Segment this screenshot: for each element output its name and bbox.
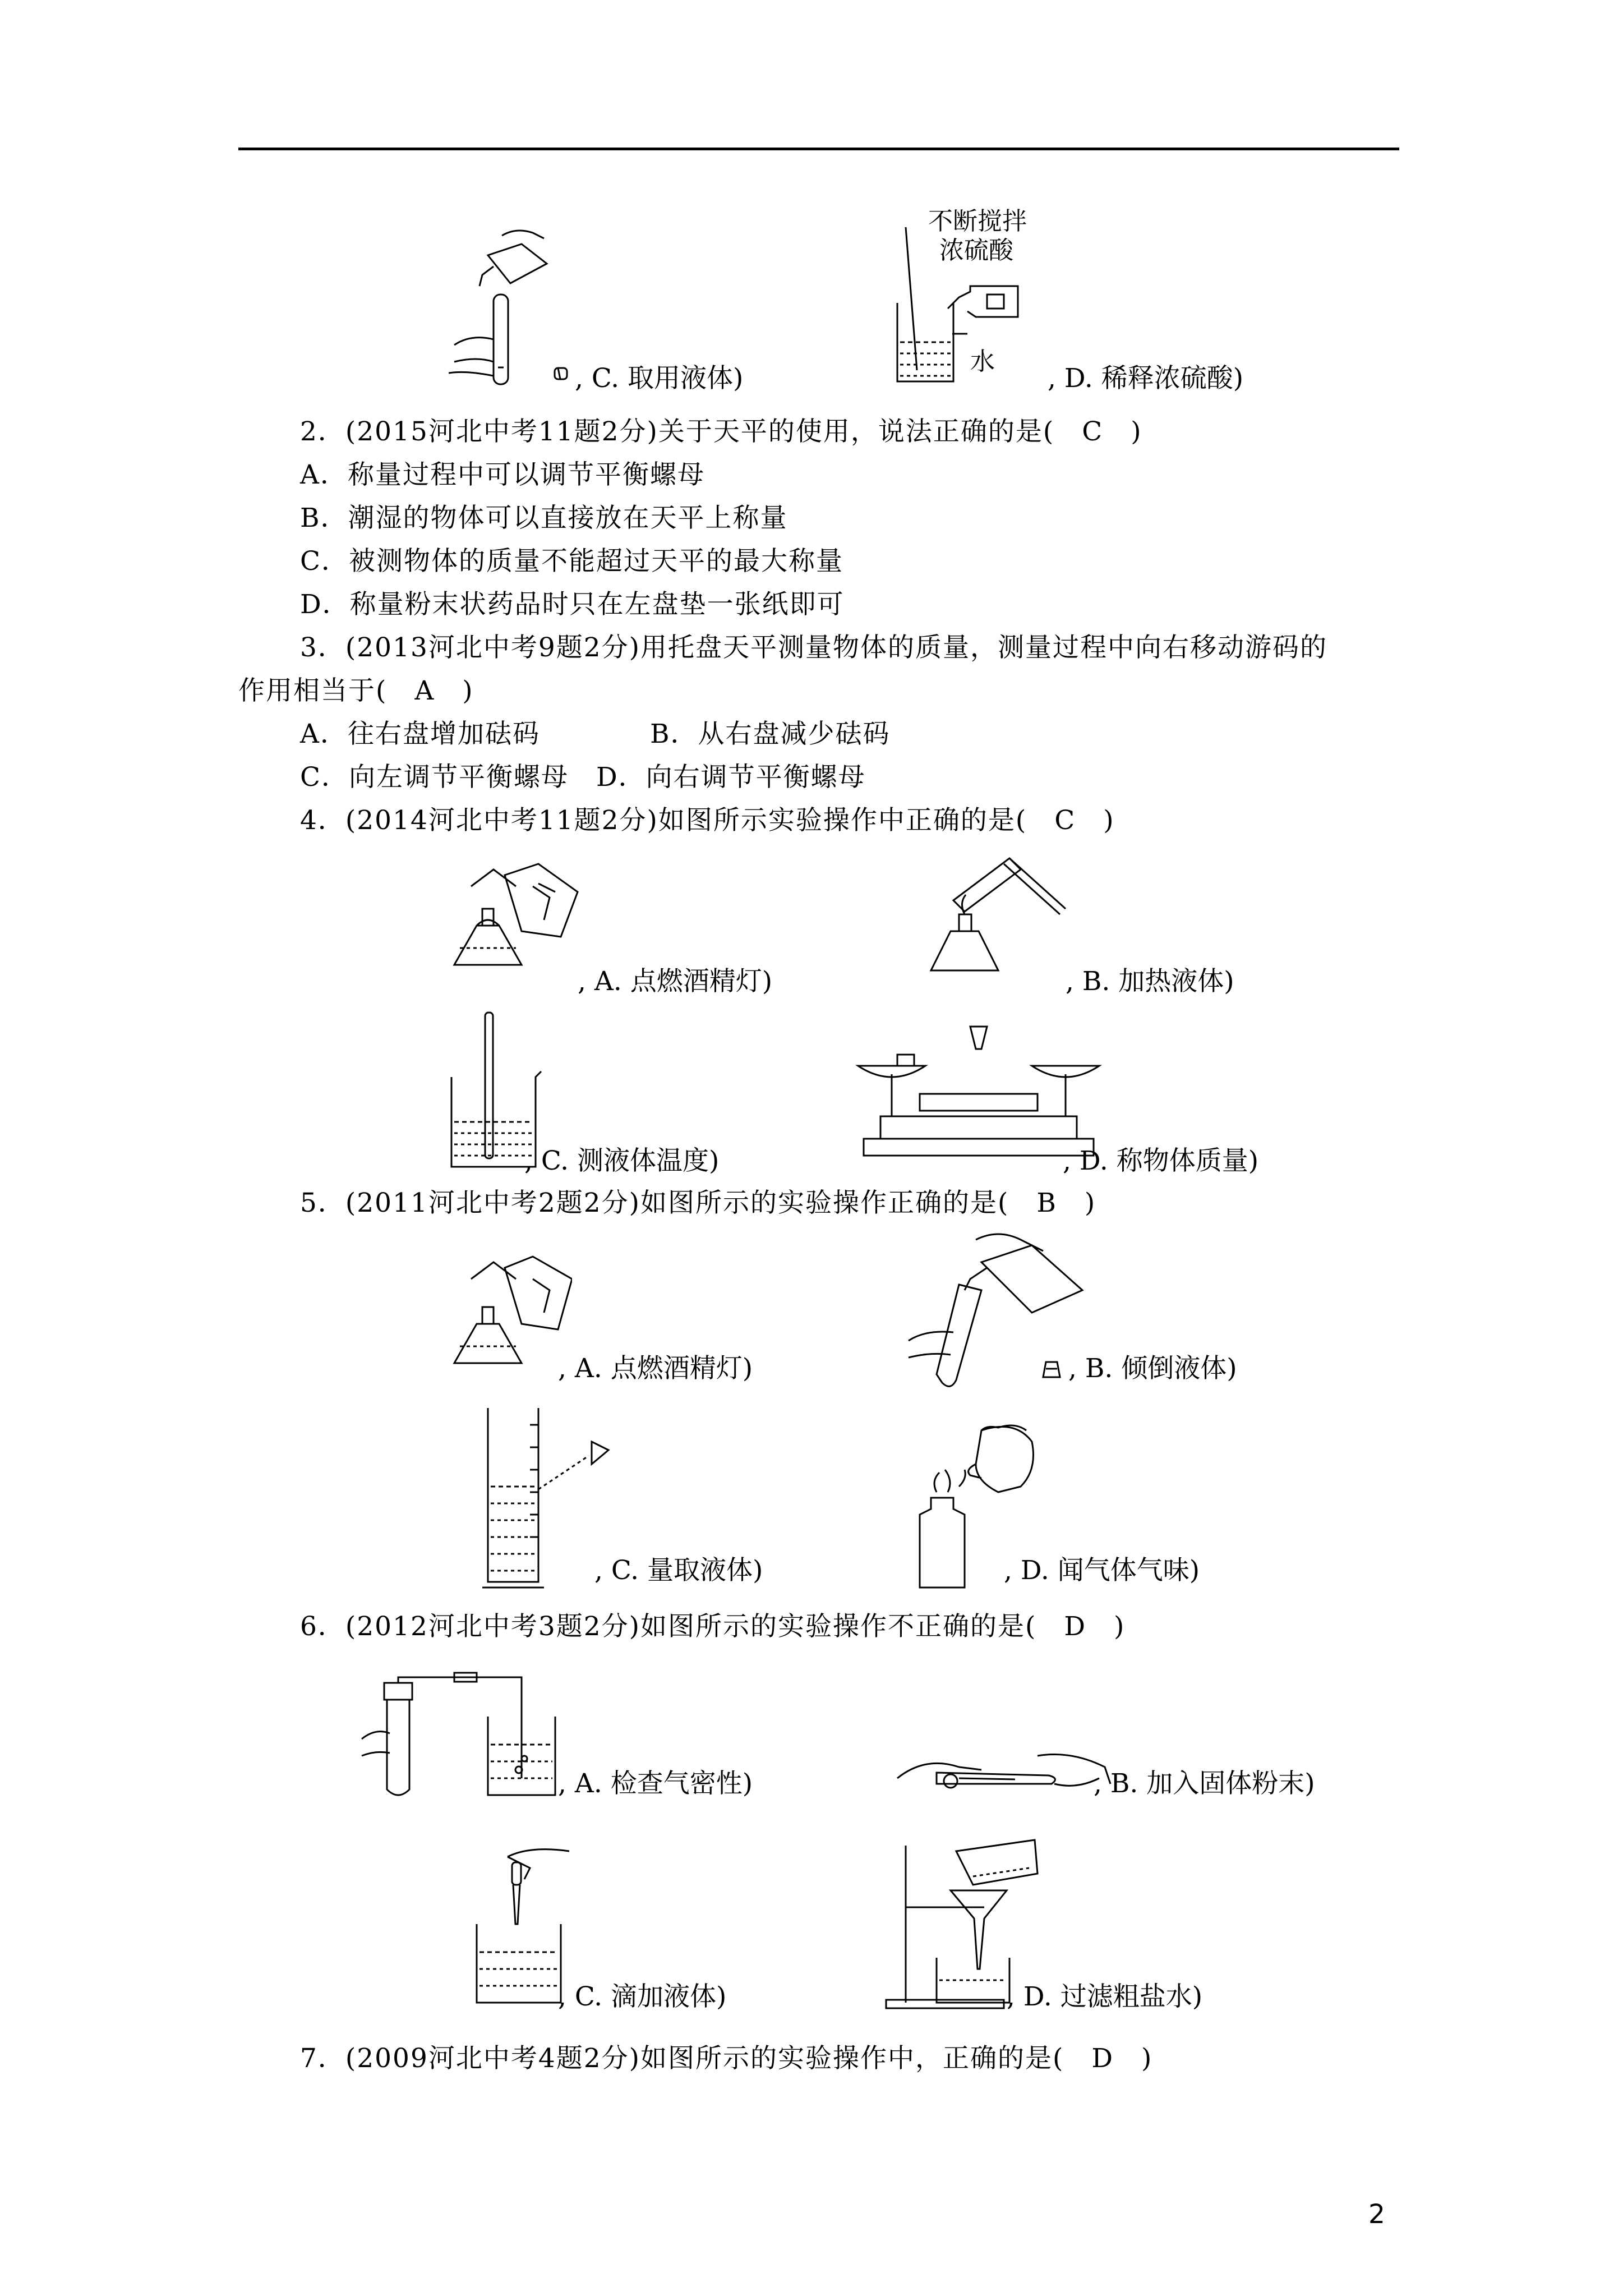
- q4-d-caption: , D. 称物体质量): [1063, 1145, 1259, 1176]
- q6-a-caption: , A. 检查气密性): [558, 1768, 753, 1799]
- q1-d-label-stir: 不断搅拌: [928, 207, 1027, 236]
- q1-d-label-acid: 浓硫酸: [939, 236, 1013, 265]
- q3-stem-line2: 作用相当于( A ): [238, 675, 474, 706]
- q1-d-caption: , D. 稀释浓硫酸): [1048, 363, 1244, 394]
- figure-q1-c-stopper: [552, 365, 570, 383]
- q2-option-b: B．潮湿的物体可以直接放在天平上称量: [300, 503, 788, 533]
- q6-b-caption: , B. 加入固体粉末): [1094, 1768, 1315, 1799]
- q5-c-caption: , C. 量取液体): [594, 1555, 763, 1586]
- page-number: 2: [1368, 2199, 1385, 2230]
- q2-option-c: C．被测物体的质量不能超过天平的最大称量: [300, 546, 843, 577]
- q7-stem: 7．(2009河北中考4题2分)如图所示的实验操作中，正确的是( D ): [300, 2043, 1153, 2074]
- q3-stem-line1: 3．(2013河北中考9题2分)用托盘天平测量物体的质量，测量过程中向右移动游码的: [300, 632, 1327, 663]
- q3-options-row2: C．向左调节平衡螺母 D．向右调节平衡螺母: [300, 762, 866, 793]
- header-rule: [238, 148, 1399, 150]
- q5-stem: 5．(2011河北中考2题2分)如图所示的实验操作正确的是( B ): [300, 1188, 1096, 1218]
- figure-q5-b-stopper: [1040, 1358, 1063, 1380]
- q2-option-d: D．称量粉末状药品时只在左盘垫一张纸即可: [300, 589, 845, 620]
- q4-stem: 4．(2014河北中考11题2分)如图所示实验操作中正确的是( C ): [300, 805, 1115, 836]
- q1-c-caption: , C. 取用液体): [575, 363, 744, 394]
- q4-b-caption: , B. 加热液体): [1066, 966, 1234, 997]
- q2-option-a: A．称量过程中可以调节平衡螺母: [300, 459, 705, 490]
- q4-c-caption: , C. 测液体温度): [524, 1145, 720, 1176]
- q2-stem: 2．(2015河北中考11题2分)关于天平的使用，说法正确的是( C ): [300, 416, 1142, 447]
- q6-d-caption: , D. 过滤粗盐水): [1007, 1981, 1203, 2012]
- figure-q6-b-adding-powder: [892, 1745, 1116, 1806]
- q1-d-label-water: 水: [970, 347, 995, 376]
- q4-a-caption: , A. 点燃酒精灯): [578, 966, 773, 997]
- q5-b-caption: , B. 倾倒液体): [1068, 1353, 1237, 1384]
- q5-d-caption: , D. 闻气体气味): [1004, 1555, 1200, 1586]
- figure-q4-a-alcohol-lamp: [437, 853, 583, 982]
- figure-q4-b-heating-liquid: [920, 847, 1077, 982]
- q3-options-row1: A．往右盘增加砝码 B．从右盘减少砝码: [300, 719, 891, 749]
- q5-a-caption: , A. 点燃酒精灯): [558, 1353, 753, 1384]
- q6-c-caption: , C. 滴加液体): [558, 1981, 727, 2012]
- figure-q5-a-alcohol-lamp: [437, 1240, 572, 1380]
- figure-q6-a-airtightness-check: [359, 1672, 572, 1801]
- q6-stem: 6．(2012河北中考3题2分)如图所示的实验操作不正确的是( D ): [300, 1611, 1126, 1642]
